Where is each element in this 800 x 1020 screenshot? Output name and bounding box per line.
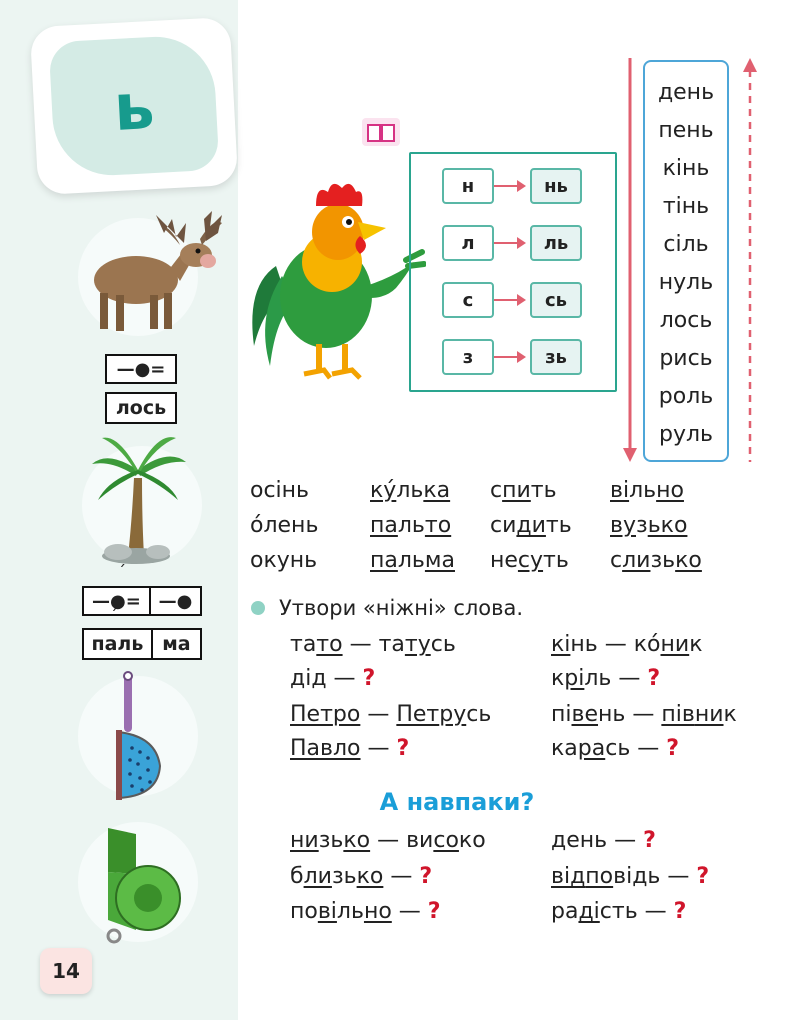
word-palma-syl1: паль: [84, 630, 153, 658]
column-word: нуль: [658, 270, 714, 295]
question-mark: ?: [696, 864, 710, 889]
arrow-down: [620, 56, 640, 464]
grid-word: пальма: [370, 548, 455, 573]
task-den: день — ?: [551, 828, 656, 853]
column-word: руль: [658, 422, 713, 447]
word-column: [643, 60, 729, 462]
column-word: роль: [658, 384, 714, 409]
page-number: 14: [40, 948, 92, 994]
question-mark: ?: [419, 864, 433, 889]
column-word: пень: [658, 118, 714, 143]
palm-tree-picture: [88, 430, 188, 566]
soft-consonant-s: сь: [530, 282, 582, 318]
task-karas: карась — ?: [551, 736, 680, 761]
hard-consonant-n: н: [442, 168, 494, 204]
column-word: тінь: [662, 194, 710, 219]
book-icon: [360, 116, 402, 148]
bullet-dot: [251, 601, 265, 615]
task-povilno: повільно — ?: [290, 899, 441, 924]
task-radist: радість — ?: [551, 899, 687, 924]
stress-mark-2: ˊ: [110, 606, 118, 625]
task-instruction: Утвори «ніжні» слова.: [279, 596, 524, 620]
word-palma-syl2: ма: [162, 633, 191, 655]
column-word: день: [657, 80, 715, 105]
grid-word: кýлька: [370, 478, 451, 503]
column-word: кінь: [662, 156, 710, 181]
grid-word: спить: [490, 478, 557, 503]
question-mark: ?: [647, 666, 661, 691]
arrow-up-dashed: [740, 56, 760, 464]
example-piven: півень — півник: [551, 702, 737, 727]
column-word: лось: [659, 308, 713, 333]
word-los: лось: [105, 392, 177, 424]
question-mark: ?: [396, 736, 410, 761]
grid-word: окунь: [250, 548, 318, 573]
question-mark: ?: [666, 736, 680, 761]
soft-consonant-z: зь: [530, 339, 582, 375]
grid-word: вільно: [610, 478, 684, 503]
column-word: сіль: [663, 232, 709, 257]
whistle-picture: [100, 824, 188, 946]
sound-schema-los: [105, 354, 177, 384]
moose-picture: [76, 205, 226, 335]
hard-consonant-s: с: [442, 282, 494, 318]
soft-consonant-n: нь: [530, 168, 582, 204]
soft-consonant-l: ль: [530, 225, 582, 261]
example-tato: тато — татусь: [290, 632, 456, 657]
grid-word: óлень: [250, 513, 319, 538]
task-pavlo: Павло — ?: [290, 736, 410, 761]
section-heading: А навпаки?: [379, 788, 535, 816]
sound-schema-palma: [82, 586, 202, 616]
schema-los-symbols: —●=: [116, 358, 166, 380]
grid-word: осінь: [250, 478, 310, 503]
hard-consonant-z: з: [442, 339, 494, 375]
example-nyzko: низько — високо: [290, 828, 486, 853]
task-blyzko: близько — ?: [290, 864, 433, 889]
grid-word: слизько: [610, 548, 702, 573]
letter-card: [30, 17, 239, 195]
letter-soft-sign: ь: [111, 69, 157, 147]
question-mark: ?: [673, 899, 687, 924]
grid-word: несуть: [490, 548, 569, 573]
colander-picture: [108, 666, 168, 802]
arrow-z: [494, 356, 524, 358]
grid-word: пальто: [370, 513, 452, 538]
grid-word: сидить: [490, 513, 572, 538]
question-mark: ?: [362, 666, 376, 691]
example-petro: Петро — Петрусь: [290, 702, 492, 727]
stress-mark-1: ˊ: [118, 562, 126, 581]
task-kril: кріль — ?: [551, 666, 661, 691]
question-mark: ?: [427, 899, 441, 924]
hard-consonant-l: л: [442, 225, 494, 261]
column-word: рись: [659, 346, 713, 371]
example-kin: кінь — кóник: [551, 632, 703, 657]
arrow-s: [494, 299, 524, 301]
question-mark: ?: [643, 828, 656, 853]
arrow-l: [494, 242, 524, 244]
schema-palma-syl1: —●=: [84, 588, 151, 614]
word-palma: [82, 628, 202, 660]
grid-word: вузько: [610, 513, 688, 538]
rooster-picture: [246, 176, 426, 388]
task-vidpovid: відповідь — ?: [551, 864, 710, 889]
arrow-n: [494, 185, 524, 187]
schema-palma-syl2: —●: [158, 590, 193, 612]
task-did: дід — ?: [290, 666, 376, 691]
letter-card-blob: [49, 34, 220, 178]
